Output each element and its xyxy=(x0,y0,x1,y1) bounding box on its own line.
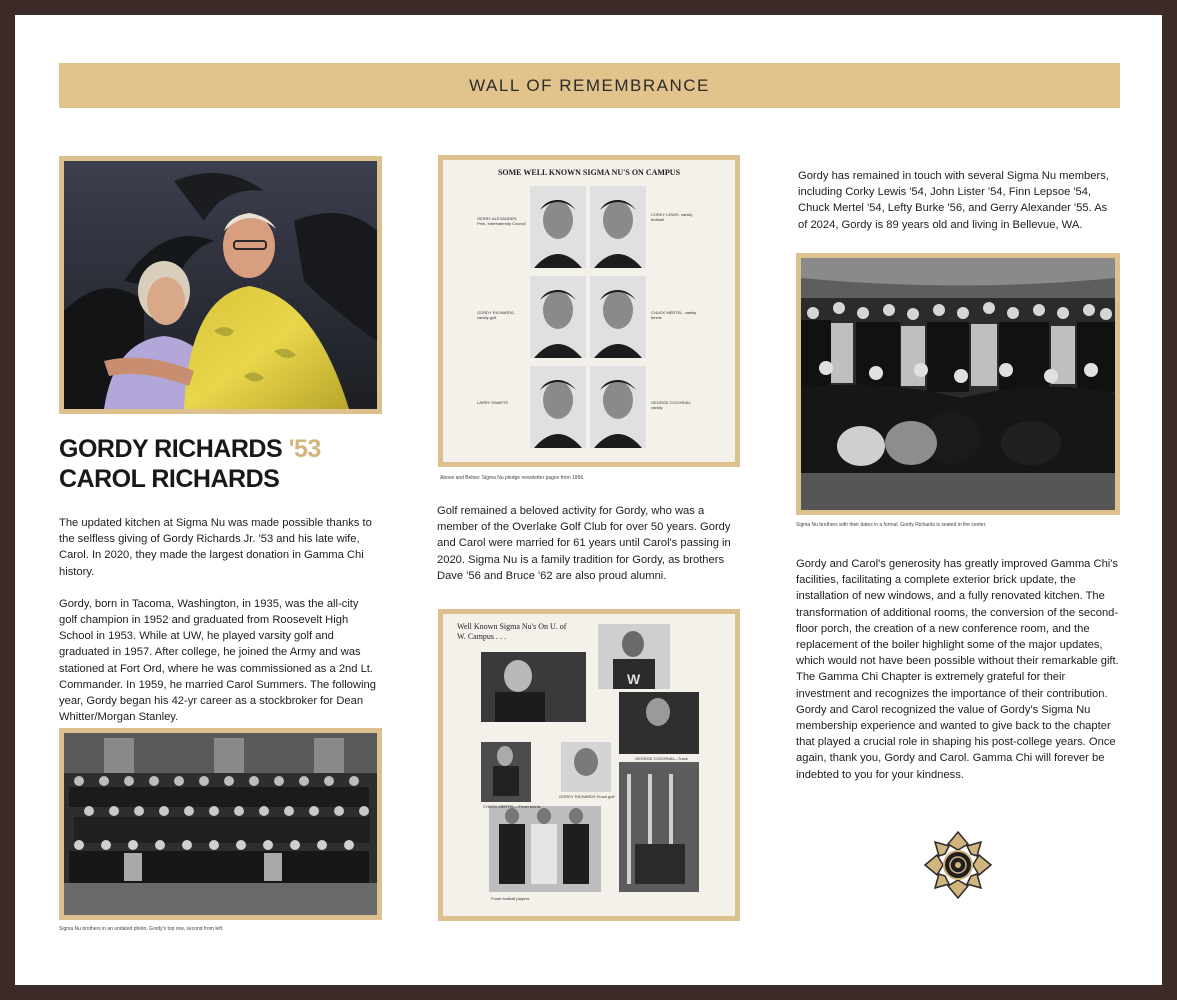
sigma-nu-crest-icon xyxy=(923,830,993,900)
column3-paragraph1: Gordy has remained in touch with several Sigma Nu members, including Corky Lewis '54, John Lister '54, Finn Lepsoe '54, Chuck Mertel '54, Lefty Burke '56, and Gerry Alexander '55. As of 2024, Gordy is 89 years old and living in Bellevue, WA. xyxy=(798,170,1109,231)
newsletter-label: GEORGE COCHRAN—Track xyxy=(635,756,688,761)
newsletter-label: Frosh football players xyxy=(491,896,530,901)
newsletter-page xyxy=(438,609,740,921)
yearbook-entry: GORDY RICHARDS, varsity golf xyxy=(477,310,515,320)
column2-text xyxy=(437,503,737,584)
group-photo-caption: Sigma Nu brothers in an undated photo. Gordy's top row, second from left. xyxy=(59,926,224,932)
yearbook-entry: CORKY LEWIS, varsity football xyxy=(651,212,693,222)
group-photo xyxy=(59,728,382,920)
column3-paragraph2: Gordy and Carol's generosity has greatly improved Gamma Chi's facilities, facilitating a complete exterior brick update, the installation of new windows, and a fully renovated kitchen. The transformation of additional rooms, the conversion of the second-floor porch, the creation of a new conference room, and the replacement of the boiler highlight some of the major updates, which would not have been possible without their remarkable gift. The Gamma Chi Chapter is extremely grateful for their investment and recognizes the importance of their contribution. Gordy and Carol recognized the value of Gordy's Sigma Nu membership experience and wanted to give back to the chapter that played a crucial role in shaping his post-college years. Once again, thank you, Gordy and Carol. Gamma Chi will forever be indebted to you for your kindness. xyxy=(796,558,1119,781)
yearbook-entry: CHUCK MERTEL, varsity tennis xyxy=(651,310,697,320)
name-carol: CAROL RICHARDS xyxy=(59,465,280,493)
yearbook-page xyxy=(438,155,740,467)
column3-text-bottom xyxy=(796,556,1120,783)
party-photo-caption: Sigma Nu brothers with their dates in a formal. Gordy Richards is seated in the center. xyxy=(796,522,987,528)
yearbook-caption: Above and Below: Sigma Nu pledge newsletter pages from 1956. xyxy=(440,475,585,481)
yearbook-entry: LARRY SWARTZ xyxy=(477,400,508,405)
svg-text:W: W xyxy=(627,671,641,687)
column1-paragraph2: Gordy, born in Tacoma, Washington, in 1935, was the all-city golf champion in 1952 and graduated from Roosevelt High School in 1953. While at UW, he played varsity golf and graduated in 1957. After college, he joined the Army and was stationed at Fort Ord, where he was commissioned as a 2nd Lt. Commander. In 1959, he married Carol Summers. The following year, Gordy began his 42-yr career as a stockbroker for Dean Whitter/Morgan Stanley. xyxy=(59,597,376,724)
newsletter-title: Well Known Sigma Nu's On U. of W. Campus . . . xyxy=(457,622,567,641)
column3-text-top xyxy=(798,168,1110,233)
yearbook-entry: GERRY ALEXANDER, Pres. Interfraternity Council xyxy=(477,216,526,226)
yearbook-title: SOME WELL KNOWN SIGMA NU'S ON CAMPUS xyxy=(497,168,681,177)
memorial-panel xyxy=(15,15,1162,985)
newsletter-label: CHUCK MERTEL—Frosh tennis xyxy=(483,804,541,809)
honoree-names xyxy=(59,434,321,494)
yearbook-entry: GEORGE COCHRAN, varsity xyxy=(651,400,692,410)
newsletter-label: GORDY RICHARDS Frosh golf xyxy=(559,794,615,799)
banner-title: WALL OF REMEMBRANCE xyxy=(469,75,710,95)
name-gordy: GORDY RICHARDS xyxy=(59,435,283,463)
banner xyxy=(59,63,1120,108)
class-year: '53 xyxy=(288,435,321,463)
column1-paragraph1: The updated kitchen at Sigma Nu was made possible thanks to the selfless giving of Gordy Richards Jr. '53 and his late wife, Carol. In 2020, they made the largest donation in Gamma Chi history. xyxy=(59,517,372,578)
column2-paragraph: Golf remained a beloved activity for Gordy, who was a member of the Overlake Golf Club for over 50 years. Gordy and Carol were married for 61 years until Carol's passing in 2020. Sigma Nu is a family tradition for Gordy, as brothers Dave '56 and Bruce '62 are also proud alumni. xyxy=(437,505,731,582)
couple-photo xyxy=(59,156,382,414)
column1-text xyxy=(59,515,379,725)
party-photo xyxy=(796,253,1120,515)
